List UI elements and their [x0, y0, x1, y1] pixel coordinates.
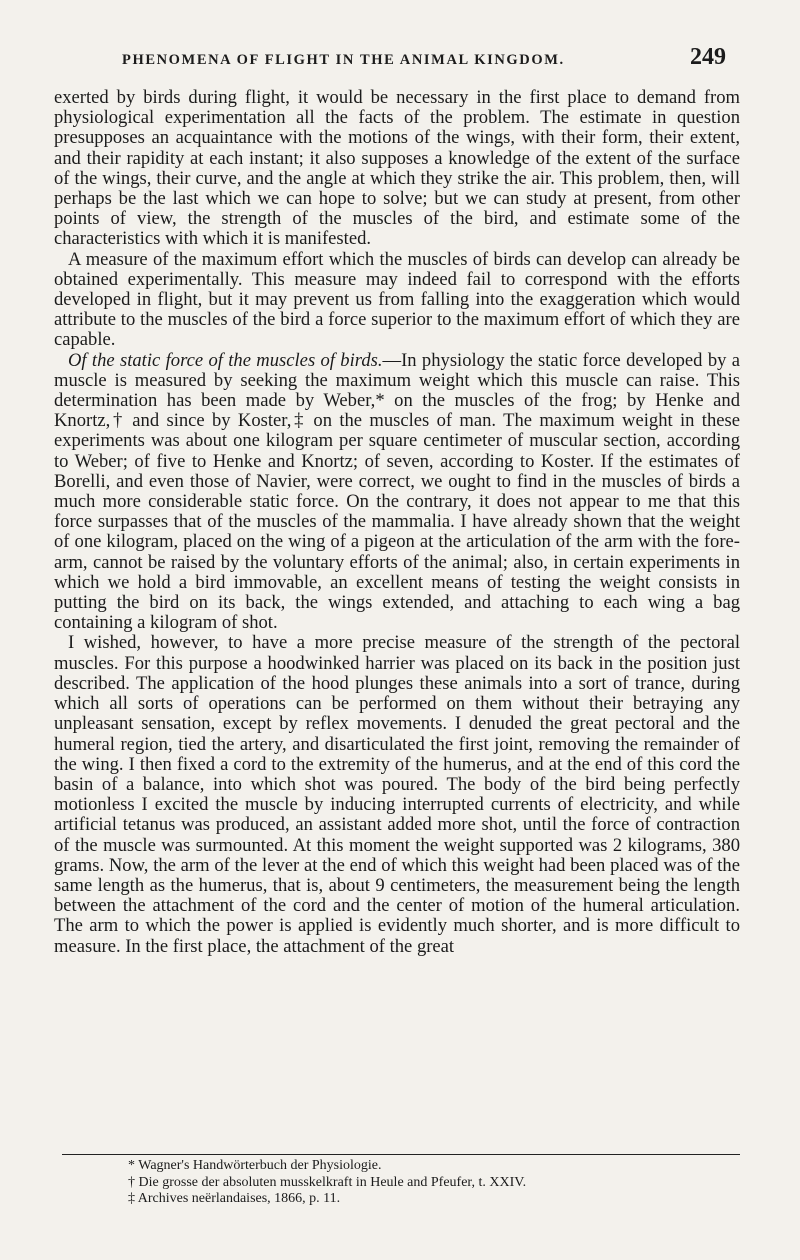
body-text [54, 88, 740, 957]
paragraph-4: I wished, however, to have a more precise measure of the strength of the pectoral muscles. For this purpose a hoodwinked harrier was placed on its back in the position just described. The application of the hood plunges these animals into a sort of trance, during which all sorts of operations can be performed on them without their betraying any unpleasant sensation, except by reflex movements. I denuded the great pectoral and the humeral region, tied the artery, and disarticulated the first joint, removing the remainder of the wing. I then fixed a cord to the extremity of the humerus, and at the end of this cord the basin of a balance, into which shot was poured. The body of the bird being perfectly motionless I excited the muscle by inducing interrupted currents of electricity, and while artificial tetanus was produced, an assistant added more shot, until the force of contraction of the muscle was surmounted. At this moment the weight supported was 2 kilograms, 380 grams. Now, the arm of the lever at the end of which this weight had been placed was of the same length as the humerus, that is, about 9 centimeters, the measurement being the length between the attachment of the cord and the center of motion of the humeral articulation. The arm to which the power is applied is evidently much shorter, and is more difficult to measure. In the first place, the attachment of the great [54, 632, 740, 957]
footnote-1: * Wagner's Handwörterbuch der Physiologie. [128, 1158, 382, 1173]
paragraph-3 [54, 351, 740, 634]
footnote-2: † Die grosse der absoluten musskelkraft in Heule and Pfeufer, t. XXIV. [128, 1174, 527, 1190]
footnote-3: ‡ Archives neërlandaises, 1866, p. 11. [128, 1191, 341, 1206]
footnote-rule [62, 1154, 740, 1155]
section-heading: Of the static force of the muscles of birds. [68, 349, 383, 371]
running-title: PHENOMENA OF FLIGHT IN THE ANIMAL KINGDOM. [122, 52, 565, 68]
paragraph-3-text: —In physiology the static force developed by a muscle is measured by seeking the maximum weight which this muscle can raise. This determination has been made by Weber,* on the muscles of the frog; by Henke and Knortz,† and since by Koster,‡ on the muscles of man. The maximum weight in these experiments was about one kilogram per square centimeter of muscular section, according to Weber; of five to Henke and Knortz; of seven, according to Koster. If the estimates of Borelli, and even those of Navier, were correct, we ought to find in the muscles of birds a much more considerable static force. On the contrary, it does not appear to me that this force surpasses that of the muscles of the mammalia. I have already shown that the weight of one kilogram, placed on the wing of a pigeon at the articulation of the arm with the fore-arm, cannot be raised by the voluntary efforts of the animal; also, in certain experiments in which we hold a bird immovable, an excellent means of testing the weight consists in putting the bird on its back, the wings extended, and attaching to each wing a bag containing a kilogram of shot. [54, 349, 740, 634]
paragraph-1: exerted by birds during flight, it would be necessary in the first place to demand from physiological experimentation all the facts of the problem. The estimate in question presupposes an acquaintance with the motions of the wings, with their form, their extent, and their rapidity at each instant; it also supposes a knowledge of the extent of the surface of the wings, their curve, and the angle at which they strike the air. This problem, then, will perhaps be the last which we can hope to solve; but we can study at present, from other points of view, the strength of the muscles of the bird, and estimate some of the characteristics with which it is manifested. [54, 87, 740, 250]
paragraph-2: A measure of the maximum effort which the muscles of birds can develop can already be obtained experimentally. This measure may indeed fail to correspond with the efforts developed in flight, but it may prevent us from falling into the exaggeration which would attribute to the muscles of the bird a force superior to the maximum effort of which they are capable. [54, 248, 740, 351]
page-number: 249 [690, 44, 726, 70]
footnotes [128, 1158, 708, 1208]
running-head [0, 44, 800, 76]
